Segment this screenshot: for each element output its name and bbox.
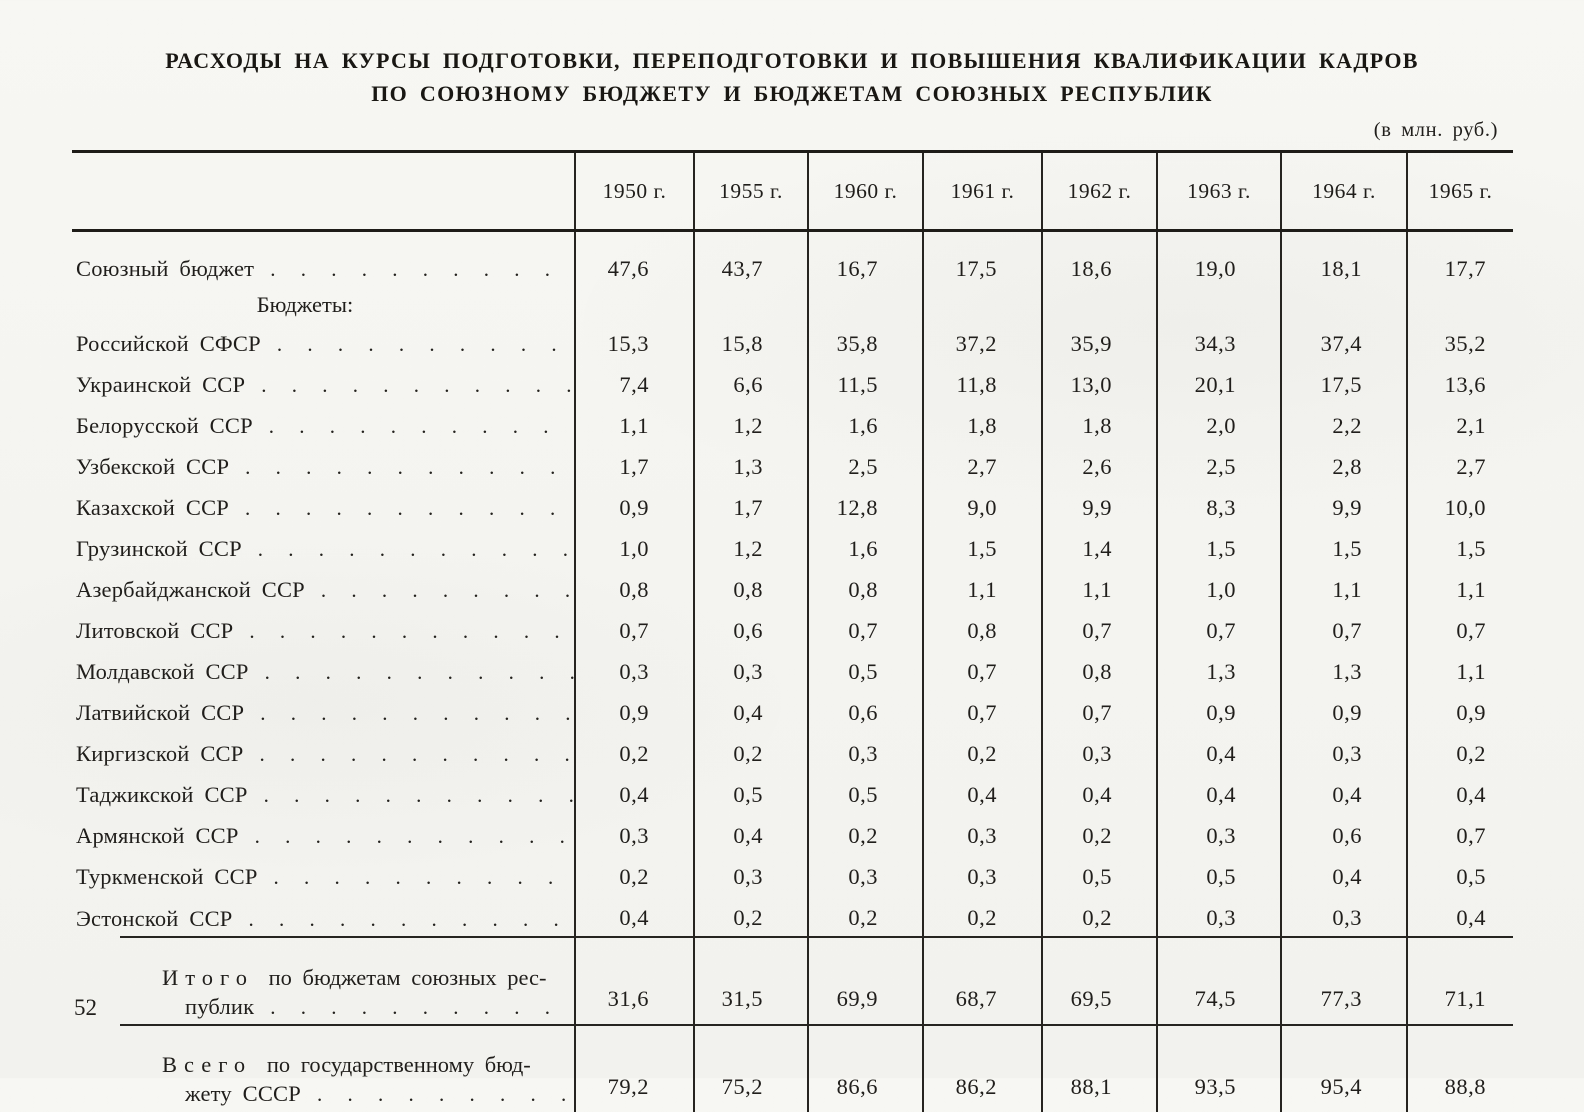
dot-leader (243, 741, 574, 767)
year-header: 1965 г. (1407, 152, 1513, 231)
year-header: 1961 г. (923, 152, 1042, 231)
value-cell: 93,5 (1157, 1025, 1281, 1112)
value-cell: 17,7 (1407, 231, 1513, 288)
value-cell: 0,2 (575, 854, 694, 895)
page-title (0, 0, 1584, 110)
value-cell: 0,3 (1157, 813, 1281, 854)
page-number: 52 (74, 995, 97, 1020)
year-header: 1950 г. (575, 152, 694, 231)
row-republic (72, 608, 1513, 649)
value-cell: 0,7 (1281, 608, 1407, 649)
value-cell: 0,3 (694, 649, 808, 690)
total-label-line2: жету СССР (185, 1081, 301, 1106)
value-cell: 74,5 (1157, 937, 1281, 1025)
value-cell: 0,4 (1157, 731, 1281, 772)
year-header: 1964 г. (1281, 152, 1407, 231)
value-cell: 0,5 (694, 772, 808, 813)
dot-leader (253, 413, 574, 439)
row-republic (72, 444, 1513, 485)
value-cell: 11,8 (923, 362, 1042, 403)
year-header-row (72, 152, 1513, 231)
value-cell: 0,4 (1281, 854, 1407, 895)
total-keyword: Итого (162, 965, 254, 990)
value-cell: 0,7 (923, 690, 1042, 731)
value-cell: 9,9 (1042, 485, 1157, 526)
value-cell: 0,4 (694, 813, 808, 854)
value-cell: 0,9 (1157, 690, 1281, 731)
value-cell: 0,7 (1407, 608, 1513, 649)
value-cell: 0,6 (694, 608, 808, 649)
dot-leader (244, 700, 574, 726)
value-cell: 2,2 (1281, 403, 1407, 444)
value-cell: 13,0 (1042, 362, 1157, 403)
value-cell: 0,2 (575, 731, 694, 772)
value-cell: 0,4 (1042, 772, 1157, 813)
dot-leader (254, 256, 574, 282)
row-union-budget (72, 231, 1513, 288)
value-cell: 1,5 (1407, 526, 1513, 567)
value-cell: 0,3 (1281, 731, 1407, 772)
value-cell: 0,3 (808, 854, 923, 895)
value-cell: 0,8 (923, 608, 1042, 649)
value-cell: 0,3 (808, 731, 923, 772)
value-cell: 0,6 (1281, 813, 1407, 854)
value-cell: 9,9 (1281, 485, 1407, 526)
value-cell: 1,5 (1157, 526, 1281, 567)
value-cell: 0,3 (923, 854, 1042, 895)
value-cell: 71,1 (1407, 937, 1513, 1025)
expenditure-table (72, 150, 1513, 1112)
row-republic (72, 321, 1513, 362)
year-header: 1955 г. (694, 152, 808, 231)
value-cell: 15,8 (694, 321, 808, 362)
value-cell: 0,2 (1042, 895, 1157, 937)
value-cell: 1,2 (694, 403, 808, 444)
value-cell: 0,2 (1407, 731, 1513, 772)
value-cell: 1,7 (575, 444, 694, 485)
row-label: Украинской ССР (76, 372, 246, 397)
value-cell: 0,7 (1407, 813, 1513, 854)
value-cell: 1,1 (575, 403, 694, 444)
value-cell: 68,7 (923, 937, 1042, 1025)
value-cell: 1,4 (1042, 526, 1157, 567)
year-header: 1963 г. (1157, 152, 1281, 231)
row-subheading (72, 287, 1513, 321)
value-cell: 0,5 (1042, 854, 1157, 895)
dot-leader (245, 372, 574, 398)
value-cell: 11,5 (808, 362, 923, 403)
dot-leader (305, 577, 574, 603)
value-cell: 0,4 (1157, 772, 1281, 813)
value-cell: 0,7 (575, 608, 694, 649)
dot-leader (258, 864, 574, 890)
value-cell: 1,0 (575, 526, 694, 567)
value-cell: 35,2 (1407, 321, 1513, 362)
value-cell: 69,5 (1042, 937, 1157, 1025)
row-label: Таджикской ССР (76, 782, 248, 807)
value-cell: 86,6 (808, 1025, 923, 1112)
row-republic (72, 813, 1513, 854)
value-cell: 0,8 (1042, 649, 1157, 690)
value-cell: 2,5 (1157, 444, 1281, 485)
value-cell: 10,0 (1407, 485, 1513, 526)
row-label: Эстонской ССР (76, 906, 233, 931)
row-republic (72, 526, 1513, 567)
row-republic (72, 485, 1513, 526)
value-cell: 1,1 (1042, 567, 1157, 608)
value-cell: 79,2 (575, 1025, 694, 1112)
value-cell: 9,0 (923, 485, 1042, 526)
value-cell: 37,2 (923, 321, 1042, 362)
value-cell: 88,1 (1042, 1025, 1157, 1112)
value-cell: 17,5 (923, 231, 1042, 288)
value-cell: 0,9 (1407, 690, 1513, 731)
value-cell: 2,8 (1281, 444, 1407, 485)
row-label: Латвийской ССР (76, 700, 245, 725)
row-republic (72, 649, 1513, 690)
dot-leader (301, 1081, 574, 1107)
value-cell: 1,3 (694, 444, 808, 485)
value-cell: 15,3 (575, 321, 694, 362)
table-area (72, 150, 1513, 1112)
value-cell: 1,3 (1157, 649, 1281, 690)
value-cell: 0,4 (1281, 772, 1407, 813)
value-cell: 0,5 (1407, 854, 1513, 895)
value-cell: 7,4 (575, 362, 694, 403)
empty-cell (1407, 287, 1513, 321)
value-cell: 86,2 (923, 1025, 1042, 1112)
value-cell: 35,9 (1042, 321, 1157, 362)
value-cell: 0,4 (575, 895, 694, 937)
value-cell: 0,3 (1157, 895, 1281, 937)
value-cell: 95,4 (1281, 1025, 1407, 1112)
value-cell: 17,5 (1281, 362, 1407, 403)
dot-leader (249, 659, 574, 685)
value-cell: 1,1 (923, 567, 1042, 608)
row-republic (72, 772, 1513, 813)
value-cell: 2,5 (808, 444, 923, 485)
value-cell: 1,3 (1281, 649, 1407, 690)
value-cell: 0,9 (575, 690, 694, 731)
value-cell: 0,4 (694, 690, 808, 731)
value-cell: 0,4 (1407, 772, 1513, 813)
value-cell: 2,1 (1407, 403, 1513, 444)
row-republic (72, 362, 1513, 403)
row-republic (72, 403, 1513, 444)
value-cell: 69,9 (808, 937, 923, 1025)
value-cell: 18,1 (1281, 231, 1407, 288)
row-republic (72, 690, 1513, 731)
row-republic (72, 854, 1513, 895)
row-label: Туркменской ССР (76, 864, 258, 889)
dot-leader (229, 495, 574, 521)
value-cell: 0,2 (808, 813, 923, 854)
row-label: Молдавской ССР (76, 659, 249, 684)
value-cell: 1,8 (1042, 403, 1157, 444)
value-cell: 31,6 (575, 937, 694, 1025)
value-cell: 1,1 (1281, 567, 1407, 608)
value-cell: 47,6 (575, 231, 694, 288)
empty-cell (808, 287, 923, 321)
value-cell: 37,4 (1281, 321, 1407, 362)
value-cell: 0,4 (923, 772, 1042, 813)
units-note: (в млн. руб.) (1373, 119, 1498, 141)
row-republic (72, 895, 1513, 937)
value-cell: 0,7 (808, 608, 923, 649)
dot-leader (248, 782, 574, 808)
row-label: Азербайджанской ССР (76, 577, 305, 602)
value-cell: 88,8 (1407, 1025, 1513, 1112)
empty-cell (923, 287, 1042, 321)
value-cell: 0,5 (1157, 854, 1281, 895)
value-cell: 0,3 (1281, 895, 1407, 937)
total-label-rest: по бюджетам союзных рес- (268, 965, 547, 990)
value-cell: 0,7 (923, 649, 1042, 690)
value-cell: 2,7 (1407, 444, 1513, 485)
value-cell: 0,3 (694, 854, 808, 895)
row-total-republics (72, 937, 1513, 1025)
value-cell: 12,8 (808, 485, 923, 526)
value-cell: 0,9 (575, 485, 694, 526)
row-label: Союзный бюджет (76, 256, 255, 281)
value-cell: 13,6 (1407, 362, 1513, 403)
corner-cell (72, 152, 575, 231)
value-cell: 35,8 (808, 321, 923, 362)
value-cell: 0,3 (1042, 731, 1157, 772)
row-republic (72, 731, 1513, 772)
total-keyword: Всего (162, 1052, 253, 1077)
empty-cell (694, 287, 808, 321)
row-label: Российской СФСР (76, 331, 261, 356)
title-line-1: РАСХОДЫ НА КУРСЫ ПОДГОТОВКИ, ПЕРЕПОДГОТОВКИ И ПОВЫШЕНИЯ КВАЛИФИКАЦИИ КАДРОВ (165, 48, 1419, 73)
dot-leader (239, 823, 574, 849)
dot-leader (233, 906, 575, 932)
value-cell: 0,8 (575, 567, 694, 608)
value-cell: 75,2 (694, 1025, 808, 1112)
value-cell: 1,5 (923, 526, 1042, 567)
value-cell: 0,9 (1281, 690, 1407, 731)
value-cell: 1,0 (1157, 567, 1281, 608)
row-label: Киргизской ССР (76, 741, 244, 766)
subheading-label: Бюджеты: (256, 292, 354, 317)
value-cell: 6,6 (694, 362, 808, 403)
value-cell: 34,3 (1157, 321, 1281, 362)
value-cell: 8,3 (1157, 485, 1281, 526)
total-label-line2: публик (185, 994, 255, 1019)
total-label-rest: по государственному бюд- (266, 1052, 531, 1077)
value-cell: 0,2 (923, 895, 1042, 937)
value-cell: 0,2 (1042, 813, 1157, 854)
row-label: Литовской ССР (76, 618, 234, 643)
empty-cell (575, 287, 694, 321)
value-cell: 31,5 (694, 937, 808, 1025)
value-cell: 0,3 (923, 813, 1042, 854)
value-cell: 2,0 (1157, 403, 1281, 444)
value-cell: 1,1 (1407, 567, 1513, 608)
value-cell: 2,6 (1042, 444, 1157, 485)
year-header: 1962 г. (1042, 152, 1157, 231)
value-cell: 1,7 (694, 485, 808, 526)
row-label: Армянской ССР (76, 823, 239, 848)
dot-leader (242, 536, 574, 562)
value-cell: 2,7 (923, 444, 1042, 485)
value-cell: 18,6 (1042, 231, 1157, 288)
value-cell: 16,7 (808, 231, 923, 288)
value-cell: 1,1 (1407, 649, 1513, 690)
row-label: Узбекской ССР (76, 454, 230, 479)
value-cell: 0,2 (923, 731, 1042, 772)
row-total-state (72, 1025, 1513, 1112)
value-cell: 19,0 (1157, 231, 1281, 288)
value-cell: 0,2 (694, 895, 808, 937)
value-cell: 43,7 (694, 231, 808, 288)
value-cell: 0,8 (694, 567, 808, 608)
empty-cell (1281, 287, 1407, 321)
dot-leader (229, 454, 574, 480)
dot-leader (254, 994, 574, 1020)
value-cell: 0,4 (1407, 895, 1513, 937)
empty-cell (1042, 287, 1157, 321)
row-label: Грузинской ССР (76, 536, 242, 561)
value-cell: 0,8 (808, 567, 923, 608)
row-republic (72, 567, 1513, 608)
value-cell: 0,3 (575, 649, 694, 690)
value-cell: 0,6 (808, 690, 923, 731)
dot-leader (261, 331, 574, 357)
value-cell: 0,2 (808, 895, 923, 937)
value-cell: 77,3 (1281, 937, 1407, 1025)
value-cell: 1,6 (808, 526, 923, 567)
value-cell: 0,5 (808, 772, 923, 813)
value-cell: 20,1 (1157, 362, 1281, 403)
value-cell: 0,4 (575, 772, 694, 813)
value-cell: 1,2 (694, 526, 808, 567)
value-cell: 0,5 (808, 649, 923, 690)
row-label: Белорусской ССР (76, 413, 253, 438)
title-line-2: ПО СОЮЗНОМУ БЮДЖЕТУ И БЮДЖЕТАМ СОЮЗНЫХ РЕСПУБЛИК (371, 81, 1213, 106)
value-cell: 0,7 (1157, 608, 1281, 649)
row-label: Казахской ССР (76, 495, 229, 520)
value-cell: 0,7 (1042, 608, 1157, 649)
year-header: 1960 г. (808, 152, 923, 231)
value-cell: 0,7 (1042, 690, 1157, 731)
empty-cell (1157, 287, 1281, 321)
value-cell: 0,2 (694, 731, 808, 772)
value-cell: 0,3 (575, 813, 694, 854)
value-cell: 1,8 (923, 403, 1042, 444)
dot-leader (233, 618, 574, 644)
value-cell: 1,5 (1281, 526, 1407, 567)
value-cell: 1,6 (808, 403, 923, 444)
